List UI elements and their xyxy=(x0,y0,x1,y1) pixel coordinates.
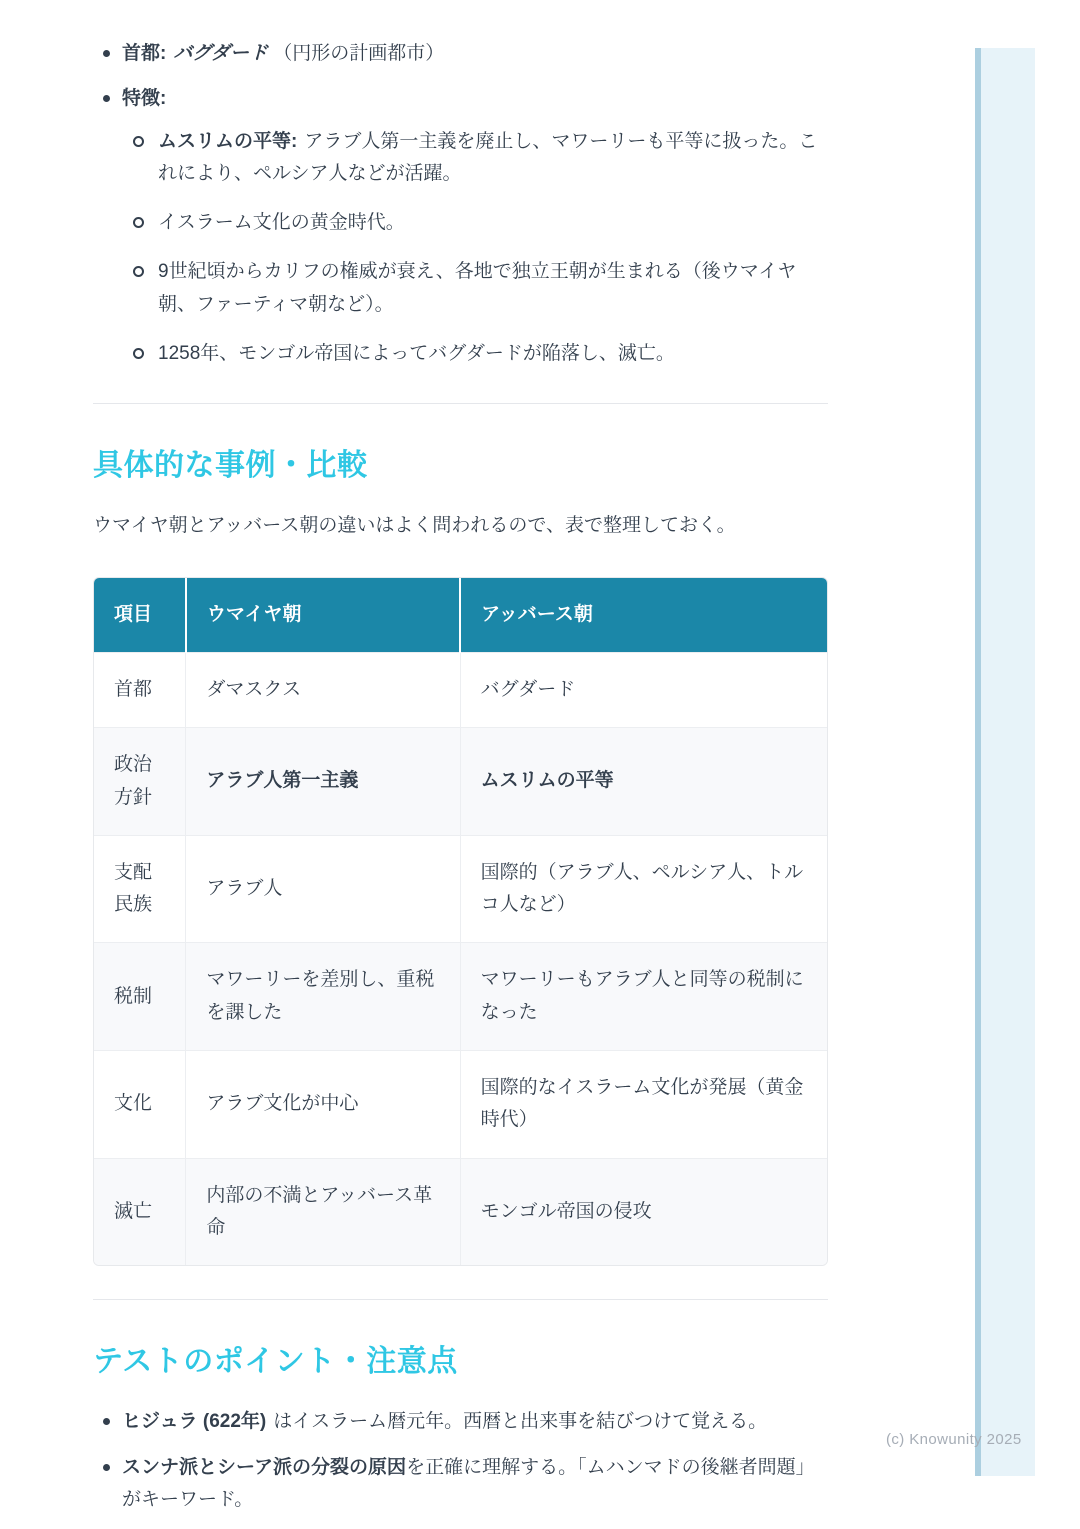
abbasid-cell: マワーリーもアラブ人と同等の税制になった xyxy=(460,943,827,1051)
table-row xyxy=(94,943,827,1051)
column-header-umayyad: ウマイヤ朝 xyxy=(186,578,460,653)
comparison-intro: ウマイヤ朝とアッバース朝の違いはよく問われるので、表で整理しておく。 xyxy=(93,515,736,537)
list-item-features xyxy=(122,83,828,370)
row-label: 政治方針 xyxy=(94,728,186,836)
capital-label: 首都: xyxy=(122,43,167,64)
feature-item xyxy=(158,256,828,321)
umayyad-cell: ダマスクス xyxy=(186,652,460,727)
capital-note: （円形の計画都市） xyxy=(273,43,445,64)
table-row xyxy=(94,652,827,727)
feature-item xyxy=(158,338,828,370)
table-body xyxy=(94,652,827,1265)
table-head xyxy=(94,578,827,653)
section-title-test-points: テストのポイント・注意点 xyxy=(93,1345,458,1379)
capital-value: バグダード xyxy=(173,43,268,64)
table-row xyxy=(94,1051,827,1159)
comparison-table xyxy=(94,578,827,1266)
table-row xyxy=(94,1158,827,1265)
row-label: 首都 xyxy=(94,652,186,727)
list-item-capital xyxy=(122,38,828,70)
table-row xyxy=(94,835,827,943)
point-text: はイスラーム暦元年。西暦と出来事を結びつけて覚える。 xyxy=(273,1411,768,1433)
point-item xyxy=(122,1452,828,1517)
abbasid-cell: バグダード xyxy=(460,652,827,727)
umayyad-cell: 内部の不満とアッバース革命 xyxy=(186,1158,460,1265)
column-header-abbasid: アッバース朝 xyxy=(460,578,827,653)
umayyad-cell: アラブ文化が中心 xyxy=(186,1051,460,1159)
row-label: 税制 xyxy=(94,943,186,1051)
table-header-row xyxy=(94,578,827,653)
umayyad-cell: マワーリーを差別し、重税を課した xyxy=(186,943,460,1051)
feature-text: 1258年、モンゴル帝国によってバグダードが陥落し、滅亡。 xyxy=(158,343,675,365)
feature-em: ムスリムの平等: xyxy=(158,130,298,152)
table-row xyxy=(94,728,827,836)
comparison-table-wrapper xyxy=(93,577,828,1267)
abbasid-cell: 国際的なイスラーム文化が発展（黄金時代） xyxy=(460,1051,827,1159)
umayyad-cell: アラブ人 xyxy=(186,835,460,943)
section-divider xyxy=(93,403,828,404)
section-divider xyxy=(93,1299,828,1300)
feature-text: イスラーム文化の黄金時代。 xyxy=(158,212,405,234)
page-edge-panel xyxy=(975,48,1035,1476)
point-em: スンナ派とシーア派の分裂の原因 xyxy=(122,1456,407,1478)
row-label: 支配民族 xyxy=(94,835,186,943)
abbasid-cell: 国際的（アラブ人、ペルシア人、トルコ人など） xyxy=(460,835,827,943)
features-label: 特徴: xyxy=(122,88,167,110)
column-header-item: 項目 xyxy=(94,578,186,653)
document-body xyxy=(93,38,828,1529)
abbasid-cell: ムスリムの平等 xyxy=(460,728,827,836)
umayyad-cell: アラブ人第一主義 xyxy=(186,728,460,836)
point-em: ヒジュラ (622年) xyxy=(122,1411,267,1433)
row-label: 滅亡 xyxy=(94,1158,186,1265)
test-points-list xyxy=(93,1406,828,1516)
watermark: (c) Knowunity 2025 xyxy=(886,1431,1022,1448)
row-label: 文化 xyxy=(94,1051,186,1159)
point-text: を正確に理解する。「ムハンマドの後継者問題」がキーワード。 xyxy=(122,1456,815,1510)
feature-text: 9世紀頃からカリフの権威が衰え、各地で独立王朝が生まれる（後ウマイヤ朝、ファーティマ朝など）。 xyxy=(158,261,797,315)
features-sublist xyxy=(122,126,828,371)
abbasid-cell: モンゴル帝国の侵攻 xyxy=(460,1158,827,1265)
feature-item xyxy=(158,126,828,191)
abbasid-summary-list xyxy=(93,38,828,370)
point-item xyxy=(122,1406,828,1438)
feature-text: アラブ人第一主義を廃止し、マワーリーも平等に扱った。これにより、ペルシア人などが活躍。 xyxy=(158,130,818,184)
feature-item xyxy=(158,207,828,239)
section-title-comparison: 具体的な事例・比較 xyxy=(93,449,368,483)
